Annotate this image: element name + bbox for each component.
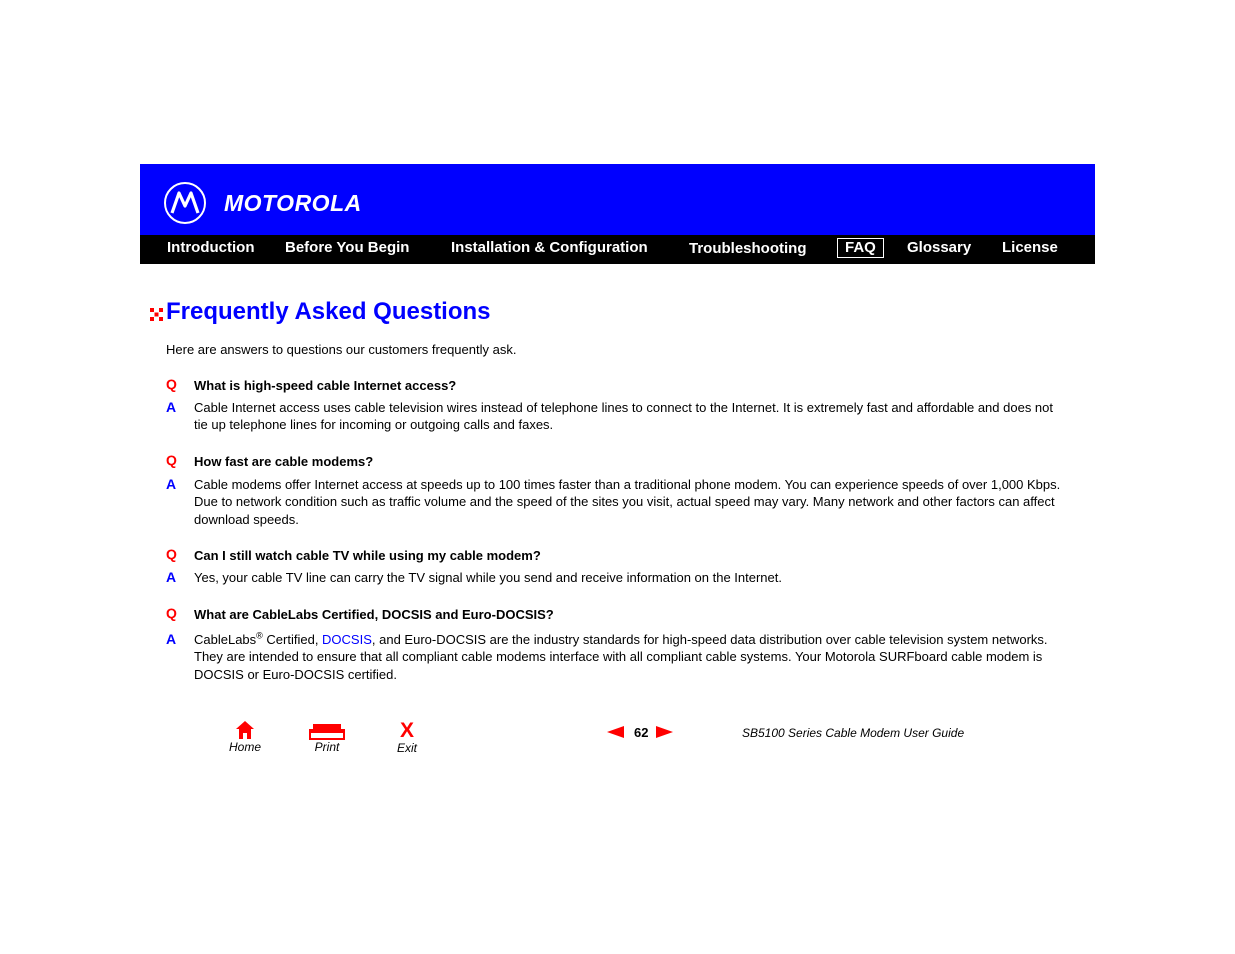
print-icon (309, 720, 345, 740)
question-letter: Q (166, 605, 177, 621)
registered-mark: ® (256, 630, 263, 641)
answer-text (194, 631, 1066, 683)
question-text: What are CableLabs Certified, DOCSIS and Euro-DOCSIS? (194, 607, 554, 622)
header-banner (140, 164, 1095, 235)
answer-text: Cable Internet access uses cable television wires instead of telephone lines to connect to the Internet. It is extremely fast and affordable and does not tie up telephone lines for incoming or outgoing calls and faxes. (194, 400, 1053, 433)
top-navigation (140, 235, 1095, 264)
exit-icon: X (399, 719, 414, 742)
answer-letter: A (166, 399, 177, 415)
motorola-logo-icon (164, 182, 206, 224)
answer-text: Cable modems offer Internet access at speeds up to 100 times faster than a traditional phone modem. You can experience speeds of over 1,000 Kbps. Due to network condition such as traffic volume and the speed of the sites you visit, actual speed may vary. Many network and other factors can affect download speeds. (194, 477, 1061, 527)
question-letter: Q (166, 546, 177, 562)
home-icon (235, 720, 255, 740)
intro-text: Here are answers to questions our customers frequently ask. (166, 342, 517, 357)
answer-text-cablelabs: CableLabs (194, 632, 257, 647)
nav-troubleshooting[interactable]: Troubleshooting (689, 240, 807, 257)
answer-text-certified: Certified, (262, 632, 323, 647)
print-button[interactable] (308, 720, 346, 754)
exit-label: Exit (396, 741, 417, 755)
print-label: Print (314, 740, 340, 754)
home-button[interactable] (226, 720, 264, 754)
home-label: Home (228, 740, 261, 754)
nav-installation-configuration[interactable]: Installation & Configuration (451, 239, 648, 256)
question-letter: Q (166, 452, 177, 468)
title-bullet-icon (150, 308, 163, 321)
nav-glossary[interactable]: Glossary (907, 239, 972, 256)
answer-text: Yes, your cable TV line can carry the TV signal while you send and receive information on the Internet. (194, 570, 782, 585)
question-letter: Q (166, 376, 177, 392)
guide-title: SB5100 Series Cable Modem User Guide (742, 726, 965, 740)
question-text: How fast are cable modems? (194, 454, 374, 469)
question-text: Can I still watch cable TV while using my cable modem? (194, 548, 541, 563)
answer-letter: A (166, 569, 177, 585)
question-text: What is high-speed cable Internet access? (194, 378, 457, 393)
nav-faq[interactable]: FAQ (837, 238, 884, 258)
motorola-wordmark: MOTOROLA (224, 190, 362, 216)
next-page-icon[interactable] (656, 726, 673, 738)
nav-before-you-begin[interactable]: Before You Begin (285, 239, 410, 256)
nav-license[interactable]: License (1002, 239, 1058, 256)
prev-page-icon[interactable] (607, 726, 624, 738)
docsis-link[interactable]: DOCSIS (322, 632, 372, 647)
page-number: 62 (634, 725, 649, 740)
page-title: Frequently Asked Questions (166, 298, 491, 325)
nav-introduction[interactable]: Introduction (167, 239, 255, 256)
answer-letter: A (166, 476, 177, 492)
answer-letter: A (166, 631, 177, 647)
exit-button[interactable] (392, 720, 422, 755)
answer-text-rest: , and Euro-DOCSIS are the industry standards for high-speed data distribution over cable television system networks. They are intended to ensure that all compliant cable modems interface with all compliant cable systems. Your Motorola SURFboard cable modem is DOCSIS or Euro-DOCSIS certified. (194, 632, 1048, 682)
